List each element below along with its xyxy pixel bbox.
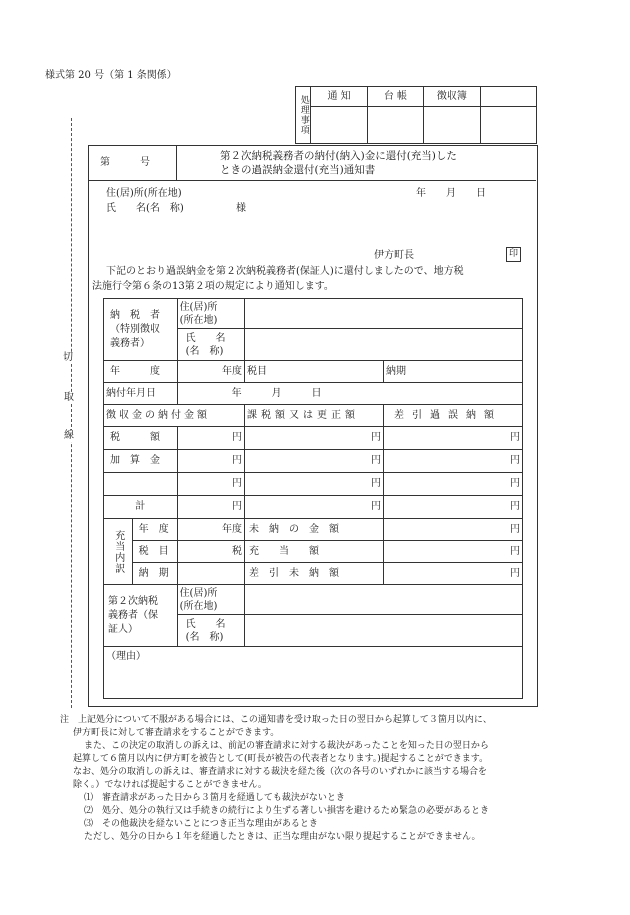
- yen-unit: 円: [383, 541, 522, 563]
- fiscal-year-label: 年 度: [104, 361, 178, 383]
- tax-item-cell: 税目: [245, 361, 384, 383]
- yen-unit: 円: [245, 427, 384, 450]
- note-line: 除く。）でなければ提起することができません。: [73, 780, 267, 790]
- processing-col-blank: [480, 87, 536, 107]
- yen-unit: 円: [383, 450, 522, 473]
- taxpayer-label: 納 税 者 （特別徴収 義務者）: [104, 299, 178, 361]
- yen-unit: 円: [245, 496, 384, 519]
- body-text-line1: 下記のとおり過誤納金を第２次納税義務者(保証人)に還付しましたので、地方税: [106, 266, 464, 277]
- issuer-name: 伊方町長: [374, 250, 414, 261]
- processing-cell: [367, 107, 423, 144]
- taxpayer-name-field: [245, 329, 523, 361]
- seal-mark: 印: [506, 247, 521, 262]
- yen-unit: 円: [245, 450, 384, 473]
- yen-unit: 円: [177, 427, 244, 450]
- secondary-name-label: 氏 名 (名 称): [177, 615, 244, 647]
- payment-date-label: 納付年月日: [104, 383, 178, 405]
- assessed-amount-header: 課税額又は更正額: [245, 405, 384, 427]
- tax-amount-label: 税 額: [104, 427, 178, 450]
- document-title-line1: 第２次納税義務者の納付(納入)金に還付(充当)した: [220, 150, 457, 162]
- cut-line: [71, 118, 72, 708]
- form-number-label: 様式第 20 号（第 1 条関係）: [45, 70, 177, 81]
- secondary-name-field: [245, 615, 523, 647]
- payment-date-value: 年 月 日: [177, 383, 522, 405]
- recipient-name-label: 氏 名(名 称): [106, 203, 184, 214]
- processing-col-ledger: 台 帳: [367, 87, 423, 107]
- yen-unit: 円: [177, 473, 244, 496]
- remaining-unpaid-label: 差 引 未 納 額: [245, 563, 384, 585]
- sama-label: 様: [236, 203, 246, 214]
- yen-unit: 円: [383, 563, 522, 585]
- cut-line-char-2: 取: [64, 392, 74, 403]
- document-title-line2: ときの過誤納金還付(充当)通知書: [220, 164, 376, 176]
- additional-charge-label: 加 算 金: [104, 450, 178, 473]
- processing-col-collection-book: 徴収簿: [424, 87, 480, 107]
- detail-table: [103, 298, 523, 699]
- allocation-tax-unit: 税: [177, 541, 244, 563]
- secondary-address-field: [245, 585, 523, 615]
- processing-cell: [424, 107, 480, 144]
- total-label: 計: [104, 496, 178, 519]
- note-line: 伊方町長に対して審査請求をすることができます。: [73, 728, 280, 738]
- processing-cell: [311, 107, 367, 144]
- allocated-amount-label: 充 当 額: [245, 541, 384, 563]
- payment-period-cell: 納期: [383, 361, 522, 383]
- blank-label: [104, 473, 178, 496]
- note-line: ただし、処分の日から１年を経過したときは、正当な理由がない限り提起することができません。: [84, 832, 481, 842]
- allocation-year-label: 年 度: [132, 519, 177, 541]
- note-line: なお、処分の取消しの訴えは、審査請求に対する裁決を経た後（次の各号のいずれかに該当する場合を: [73, 767, 488, 777]
- cut-line-char-3: 線: [64, 430, 74, 441]
- cut-line-char-1: 切: [63, 352, 73, 363]
- allocation-breakdown-label: 充当内訳: [104, 519, 133, 585]
- yen-unit: 円: [383, 473, 522, 496]
- taxpayer-name-label: 氏 名 (名 称): [177, 329, 244, 361]
- yen-unit: 円: [177, 496, 244, 519]
- reason-box: [104, 647, 523, 699]
- allocation-tax-item-label: 税 目: [132, 541, 177, 563]
- unpaid-amount-label: 未 納 の 金 額: [245, 519, 384, 541]
- fiscal-year-unit: 年度: [177, 361, 244, 383]
- yen-unit: 円: [383, 519, 522, 541]
- allocation-period-label: 納 期: [132, 563, 177, 585]
- number-label: 第 号: [100, 157, 150, 168]
- note-item: ⑴ 審査請求があった日から３箇月を経過しても裁決がないとき: [84, 793, 345, 803]
- title-row: [88, 145, 536, 181]
- processing-table: [295, 86, 537, 144]
- reason-label: （理由）: [106, 651, 146, 662]
- yen-unit: 円: [383, 496, 522, 519]
- number-box: [88, 145, 177, 180]
- yen-unit: 円: [383, 427, 522, 450]
- overpaid-amount-header: 差引過誤納額: [383, 405, 522, 427]
- processing-col-notice: 通 知: [311, 87, 367, 107]
- note-line: 起算して６箇月以内に伊方町を被告として(町長が被告の代表者となります。)提起することができます。: [73, 754, 489, 764]
- paid-amount-header: 徴収金の納付金額: [104, 405, 245, 427]
- allocation-period-field: [177, 563, 244, 585]
- secondary-taxpayer-label: 第２次納税 義務者（保 証人）: [104, 585, 178, 647]
- yen-unit: 円: [245, 473, 384, 496]
- processing-cell: [480, 107, 536, 144]
- recipient-address-label: 住(居)所(所在地): [106, 188, 182, 199]
- processing-label: 処理事項: [296, 87, 311, 144]
- yen-unit: 円: [177, 450, 244, 473]
- note-item: ⑵ 処分、処分の執行又は手続きの続行により生ずる著しい損害を避けるため緊急の必要があるとき: [84, 806, 490, 816]
- note-line: また、この決定の取消しの訴えは、前記の審査請求に対する裁決があったことを知った日の翌日から: [84, 741, 489, 751]
- taxpayer-address-label: 住(居)所 (所在地): [177, 299, 244, 329]
- allocation-year-unit: 年度: [177, 519, 244, 541]
- secondary-address-label: 住(居)所 (所在地): [177, 585, 244, 615]
- note-item: ⑶ その他裁決を経ないことにつき正当な理由があるとき: [84, 819, 318, 829]
- body-text-line2: 法施行令第６条の13第２項の規定により通知します。: [92, 281, 334, 292]
- note-line: 注 上記処分について不服がある場合には、この通知書を受け取った日の翌日から起算して３箇月以内に、: [60, 715, 492, 725]
- issue-date: 年 月 日: [416, 188, 486, 199]
- taxpayer-address-field: [245, 299, 523, 329]
